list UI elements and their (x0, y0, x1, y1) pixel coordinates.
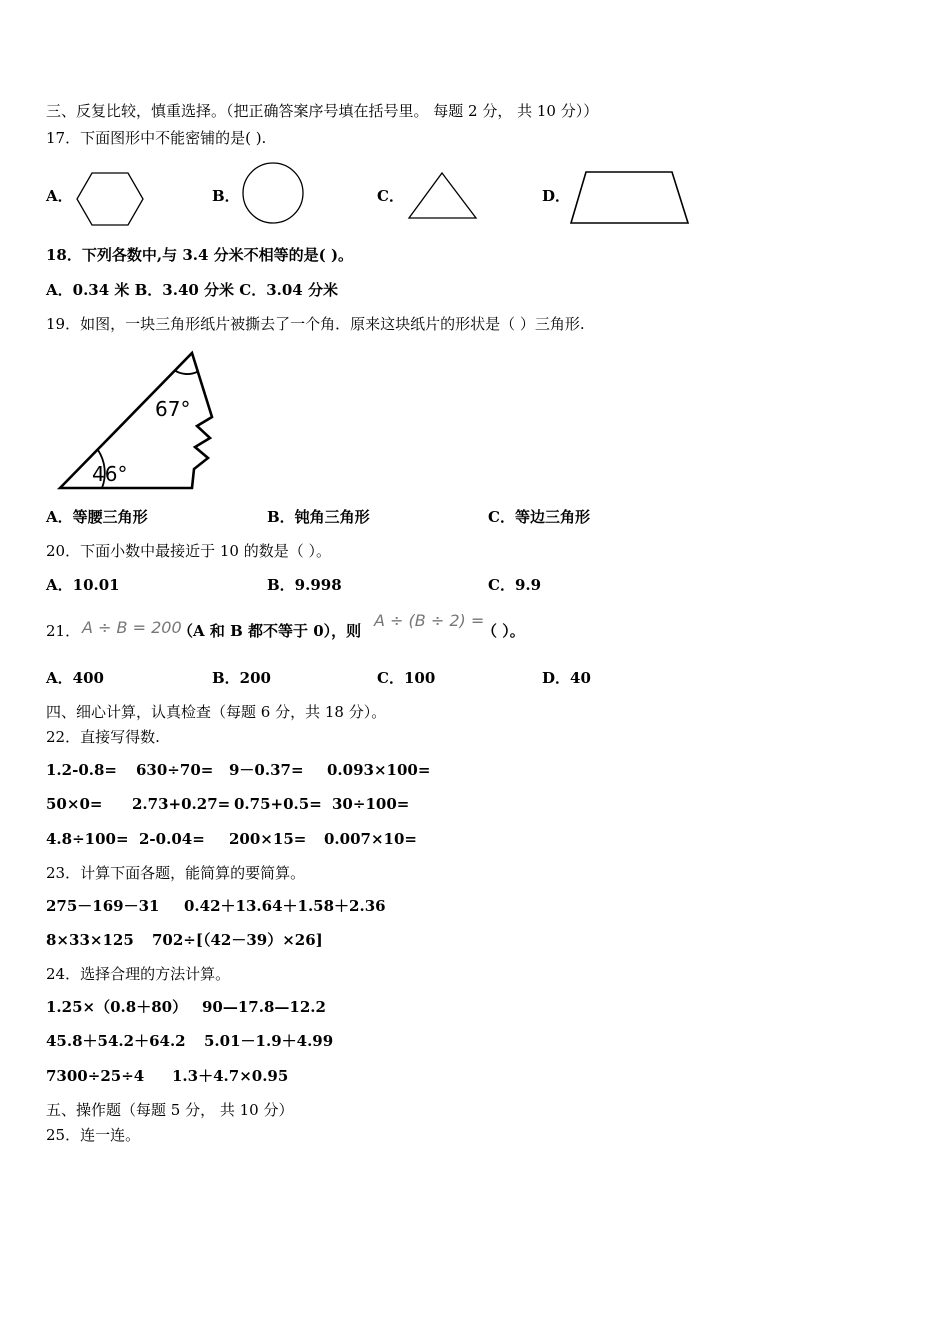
q24-r3-c1: 7300÷25÷4 (46, 1067, 145, 1085)
q23-stem: 23．计算下面各题，能简算的要简算。 (46, 864, 306, 882)
q22-r2-c1: 50×0= (46, 795, 103, 813)
q20-option-c: C．9.9 (488, 576, 542, 594)
q18-stem: 18．下列各数中,与 3.4 分米不相等的是( )。 (46, 246, 354, 264)
q23-r1-c1: 275－169－31 (46, 897, 160, 915)
q22-r2-c2: 2.73+0.27= (132, 795, 231, 813)
q22-r3-c4: 0.007×10= (324, 830, 417, 848)
circle-icon (243, 162, 305, 226)
q20-option-b: B．9.998 (267, 576, 342, 594)
triangle-icon (407, 172, 479, 222)
q24-r2-c1: 45.8＋54.2＋64.2 (46, 1032, 186, 1050)
q24-stem: 24．选择合理的方法计算。 (46, 965, 231, 983)
q22-stem: 22．直接写得数. (46, 728, 160, 746)
q22-r1-c2: 630÷70= (136, 761, 214, 779)
q21-middle: （A 和 B 都不等于 0），则 (178, 622, 362, 640)
hexagon-icon (75, 172, 145, 228)
q23-r2-c1: 8×33×125 (46, 931, 134, 949)
q17-option-c: C． (377, 187, 404, 205)
q22-r1-c1: 1.2-0.8= (46, 761, 117, 779)
q22-r2-c4: 30÷100= (332, 795, 410, 813)
q24-r2-c2: 5.01－1.9＋4.99 (204, 1032, 334, 1050)
q22-r1-c3: 9－0.37= (229, 761, 304, 779)
section3-title: 三、反复比较，慎重选择。（把正确答案序号填在括号里。 每题 2 分， 共 10 分）） (46, 102, 599, 120)
q18-options: A．0.34 米 B．3.40 分米 C．3.04 分米 (46, 281, 338, 299)
trapezoid-icon (568, 168, 692, 226)
q21-option-b: B．200 (212, 669, 271, 687)
q21-formula-2: A ÷ (B ÷ 2) = (374, 611, 485, 630)
q17-stem: 17．下面图形中不能密铺的是( ). (46, 129, 267, 147)
q19-stem: 19．如图，一块三角形纸片被撕去了一个角．原来这块纸片的形状是（ ）三角形. (46, 315, 585, 333)
angle-67-label: 67° (155, 397, 191, 421)
q19-option-a: A．等腰三角形 (46, 508, 148, 526)
q21-option-d: D．40 (542, 669, 591, 687)
q24-r1-c1: 1.25×（0.8＋80） (46, 998, 188, 1016)
q25-stem: 25．连一连。 (46, 1126, 141, 1144)
q22-r3-c1: 4.8÷100= (46, 830, 129, 848)
q23-r1-c2: 0.42＋13.64＋1.58＋2.36 (184, 897, 386, 915)
q21-prefix: 21． (46, 622, 81, 640)
q24-r3-c2: 1.3＋4.7×0.95 (172, 1067, 289, 1085)
q19-option-c: C．等边三角形 (488, 508, 590, 526)
section4-title: 四、细心计算，认真检查（每题 6 分，共 18 分）。 (46, 703, 387, 721)
q20-option-a: A．10.01 (46, 576, 120, 594)
q23-r2-c2: 702÷[（42－39）×26] (152, 931, 323, 949)
q19-option-b: B．钝角三角形 (267, 508, 370, 526)
q17-option-a: A． (46, 187, 73, 205)
q22-r2-c3: 0.75+0.5= (234, 795, 322, 813)
q21-option-c: C．100 (377, 669, 436, 687)
q22-r3-c3: 200×15= (229, 830, 307, 848)
q21-formula-1: A ÷ B = 200 (82, 618, 182, 637)
q21-suffix: （ ）。 (482, 622, 525, 640)
q24-r1-c2: 90—17.8—12.2 (202, 998, 326, 1016)
q17-option-b: B． (212, 187, 240, 205)
q22-r3-c2: 2-0.04= (139, 830, 205, 848)
angle-46-label: 46° (92, 462, 128, 486)
torn-triangle-figure (52, 350, 222, 495)
q20-stem: 20．下面小数中最接近于 10 的数是（ ）。 (46, 542, 331, 560)
q22-r1-c4: 0.093×100= (327, 761, 431, 779)
section5-title: 五、操作题（每题 5 分， 共 10 分） (46, 1101, 294, 1119)
q17-option-d: D． (542, 187, 571, 205)
q21-option-a: A．400 (46, 669, 104, 687)
